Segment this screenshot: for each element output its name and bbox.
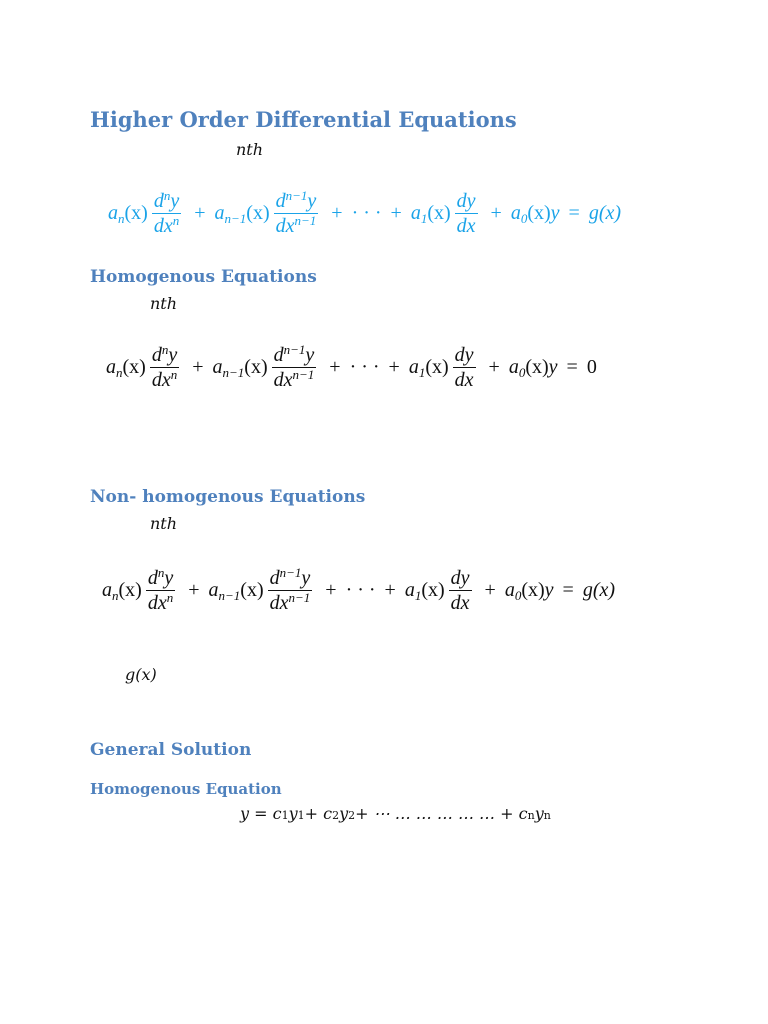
coef-a1: $a_1(x)$ <box>408 356 449 380</box>
coef-a0: $a_0(x)y$ <box>510 202 560 226</box>
fraction-dy-dx: $\frac{dy}{dx}$ <box>456 190 476 237</box>
general-linear-equation: $a_n(x)$ $\frac{d^ny}{dx^n}$ + $a_{n-1}(x)$ $\frac{d^{n-1}y}{dx^{n-1}}$ + · · · + $a_1(x)$ $\frac{dy}{dx}$ + $a_0(x)y$ = g(x) <box>108 188 622 237</box>
general-solution-formula: y = c 1 y 1 + c 2 y 2 + ⋯ … … … … … + c n y n <box>240 804 551 823</box>
nonhomogeneous-heading: Non- homogenous Equations <box>90 487 366 507</box>
general-solution-heading: General Solution <box>90 740 252 760</box>
coef-a1: $a_1(x)$ <box>404 579 445 603</box>
rhs-g: g(x) <box>582 579 616 601</box>
fraction-dn1y-dxn1: $\frac{d^{n-1}y}{dx^{n-1}}$ <box>269 565 311 614</box>
rhs-g: g(x) <box>588 202 622 224</box>
nonhomogeneous-equation: $a_n(x)$ $\frac{d^ny}{dx^n}$ + $a_{n-1}(x)$ $\frac{d^{n-1}y}{dx^{n-1}}$ + · · · + $a_1(x)$ $\frac{dy}{dx}$ + $a_0(x)y$ = g(x) <box>102 565 616 614</box>
coef-an-minus-1: $a_{n-1}(x)$ <box>208 579 264 603</box>
coef-an-minus-1: $a_{n-1}(x)$ <box>214 202 270 226</box>
fraction-dn1y-dxn1: $\frac{d^{n-1}y}{dx^{n-1}}$ <box>273 342 315 391</box>
fraction-dny-dxn: $\frac{d^ny}{dx^n}$ <box>153 188 180 237</box>
fraction-dny-dxn: $\frac{d^ny}{dx^n}$ <box>151 342 178 391</box>
homogeneous-equation: $a_n(x)$ $\frac{d^ny}{dx^n}$ + $a_{n-1}(x)$ $\frac{d^{n-1}y}{dx^{n-1}}$ + · · · + $a_1(x)$ $\frac{dy}{dx}$ + $a_0(x)y$ = 0 <box>106 342 597 391</box>
homogeneous-note: nth <box>150 294 178 313</box>
fraction-dny-dxn: $\frac{d^ny}{dx^n}$ <box>147 565 174 614</box>
fraction-dy-dx: $\frac{dy}{dx}$ <box>450 567 470 614</box>
coef-an: $a_n(x)$ <box>108 202 148 226</box>
coef-a1: $a_1(x)$ <box>410 202 451 226</box>
rhs-zero: 0 <box>586 356 597 378</box>
coef-a0: $a_0(x)y$ <box>508 356 558 380</box>
coef-an-minus-1: $a_{n-1}(x)$ <box>212 356 268 380</box>
fraction-dn1y-dxn1: $\frac{d^{n-1}y}{dx^{n-1}}$ <box>275 188 317 237</box>
general-solution-subheading: Homogenous Equation <box>90 780 282 798</box>
page-title: Higher Order Differential Equations <box>90 107 517 132</box>
coef-a0: $a_0(x)y$ <box>504 579 554 603</box>
fraction-dy-dx: $\frac{dy}{dx}$ <box>454 344 474 391</box>
coef-an: $a_n(x)$ <box>102 579 142 603</box>
homogeneous-heading: Homogenous Equations <box>90 267 317 287</box>
coef-an: $a_n(x)$ <box>106 356 146 380</box>
nonhomogeneous-footnote: g(x) <box>125 665 157 684</box>
title-note: nth <box>236 140 264 159</box>
nonhomogeneous-note: nth <box>150 514 178 533</box>
